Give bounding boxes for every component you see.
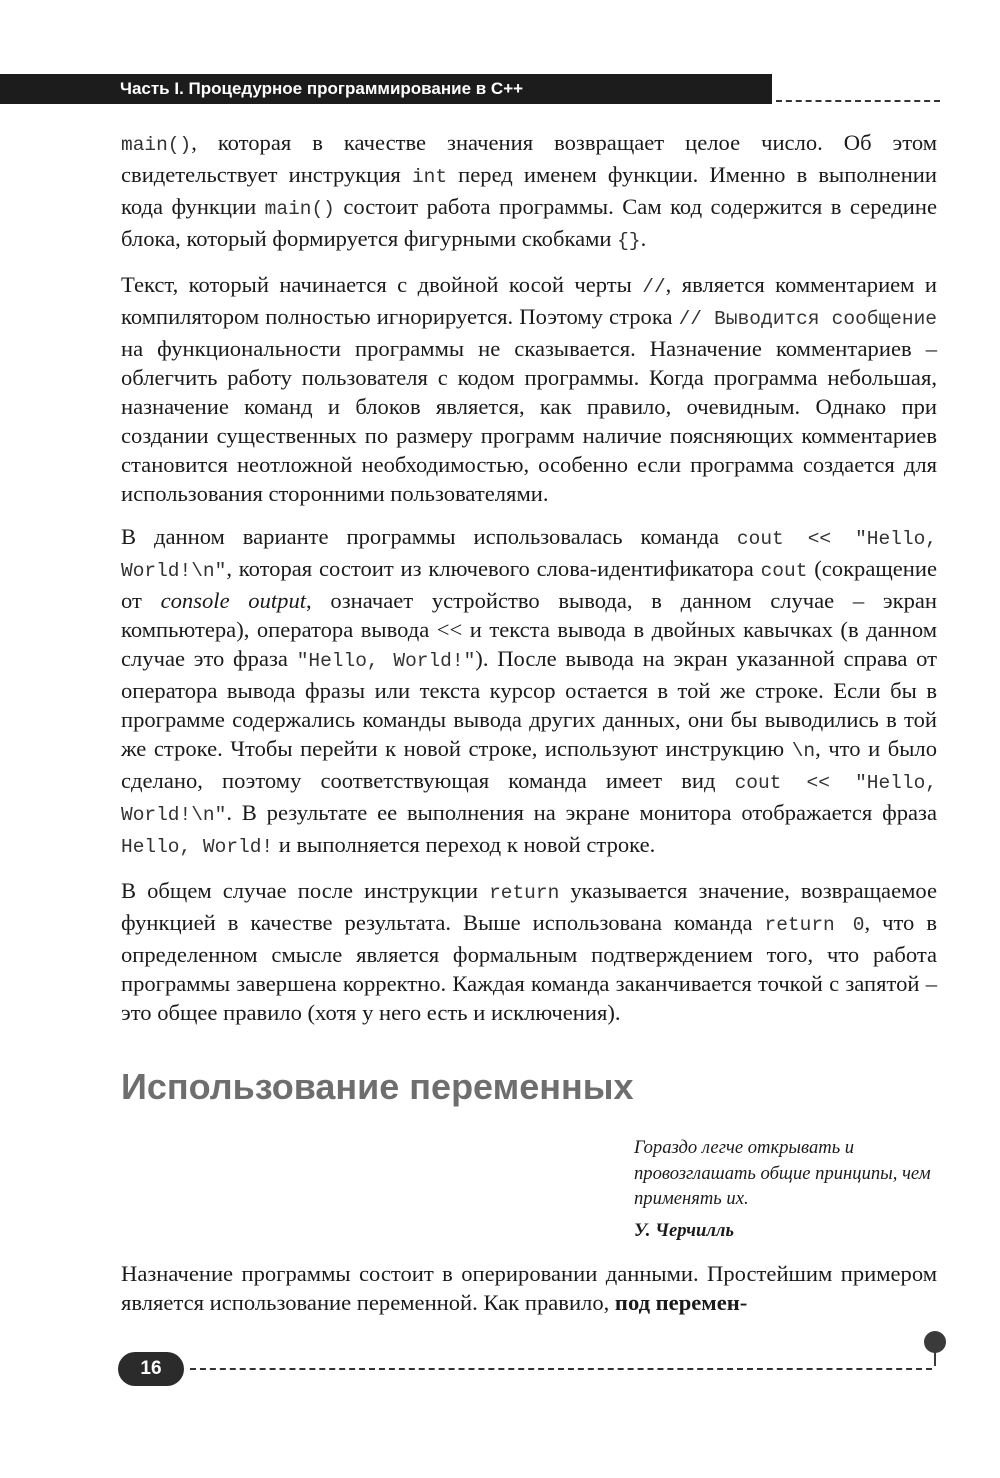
header-title: Часть I. Процедурное программирование в C++ (120, 79, 524, 98)
paragraph-5 (121, 1259, 937, 1317)
running-header (0, 74, 772, 104)
text: Назначение программы состоит в оперировании данными. Простейшим примером является использование переменной. Как правило, (121, 1261, 937, 1315)
paragraph-2 (121, 270, 937, 508)
bold-term: под перемен- (614, 1290, 748, 1315)
text: . В результате ее выполнения на экране монитора отображается фраза (226, 800, 937, 825)
code-cout-statement: cout << "Hello, World!\n" (121, 772, 937, 826)
code-braces: {} (617, 230, 641, 252)
epigraph-author: У. Черчилль (634, 1220, 734, 1241)
footer-dot-stem (934, 1352, 936, 1366)
text: , что в определенном смысле является формальным подтверждением того, что работа программы завершена корректно. Каждая команда заканчивается точкой с запятой – это общее правило (хотя у него есть и исключения). (121, 910, 937, 1025)
text: , которая состоит из ключевого слова-идентификатора (226, 556, 761, 581)
code-main: main() (121, 134, 192, 156)
text: состоит работа программы. Сам код содержится в середине блока, который формируется фигурными скобками (121, 194, 937, 251)
paragraph-3 (121, 522, 937, 862)
code-hello-string: "Hello, World!" (296, 650, 476, 672)
text: , означает устройство вывода, в данном случае – экран компьютера), оператора вывода << и текста вывода в двойных кавычках (в данном случае это фраза (121, 588, 937, 671)
text: и выполняется переход к новой строке. (273, 832, 656, 857)
body-text-top (121, 128, 937, 1027)
code-cout-statement: cout << "Hello, World!\n" (121, 528, 937, 582)
header-dotted-rule (776, 100, 940, 102)
text: (сокращение от (121, 556, 938, 613)
italic-term: console output (160, 588, 307, 613)
text: , является комментарием и компилятором полностью игнорируется. Поэтому строка (121, 272, 937, 329)
text: ). После вывода на экран указанной справа от оператора вывода фразы или текста курсор остается в той же строке. Если бы в программе содержались команды вывода других данных, они бы выводились в той же строке. Чтобы перейти к новой строке, используют инструкцию (121, 646, 937, 761)
code-comment-line: // Выводится сообщение (678, 308, 937, 330)
code-comment-slashes: // (642, 276, 666, 298)
text: указывается значение, возвращаемое функцией в качестве результата. Выше использована команда (121, 878, 937, 935)
paragraph-1 (121, 128, 937, 256)
text: на функциональности программы не сказывается. Назначение комментариев – облегчить работу пользователя с кодом программы. Когда программа небольшая, назначение команд и блоков является, как правило, очевидным. Однако при создании существенных по размеру программ наличие поясняющих комментариев становится неотложной необходимостью, особенно если программа создается для использования сторонними пользователями. (121, 336, 937, 506)
text: , что и было сделано, поэтому соответствующая команда имеет вид (121, 736, 938, 793)
body-text-bottom (121, 1259, 937, 1317)
text: В данном варианте программы использовалась команда (121, 524, 737, 549)
text: , которая в качестве значения возвращает целое число. Об этом свидетельствует инструкция (121, 130, 937, 187)
code-newline: \n (791, 740, 816, 762)
code-return: return (489, 882, 560, 904)
code-hello-output: Hello, World! (121, 836, 274, 858)
page-number: 16 (118, 1352, 184, 1386)
epigraph-quote: Гораздо легче открывать и провозглашать общие принципы, чем применять их. (634, 1137, 931, 1209)
text: В общем случае после инструкции (121, 878, 490, 903)
footer-dotted-rule (190, 1368, 932, 1370)
section-heading: Использование переменных (121, 1066, 634, 1107)
text: перед именем функции. Именно в выполнении кода функции (121, 162, 937, 219)
code-main: main() (264, 198, 335, 220)
code-return-0: return 0 (764, 914, 865, 936)
paragraph-4 (121, 876, 937, 1027)
footer-dot-ornament (924, 1331, 946, 1353)
code-cout: cout (760, 560, 808, 582)
code-int: int (411, 166, 448, 188)
text: Текст, который начинается с двойной косой черты (121, 272, 643, 297)
text: . (640, 226, 647, 251)
